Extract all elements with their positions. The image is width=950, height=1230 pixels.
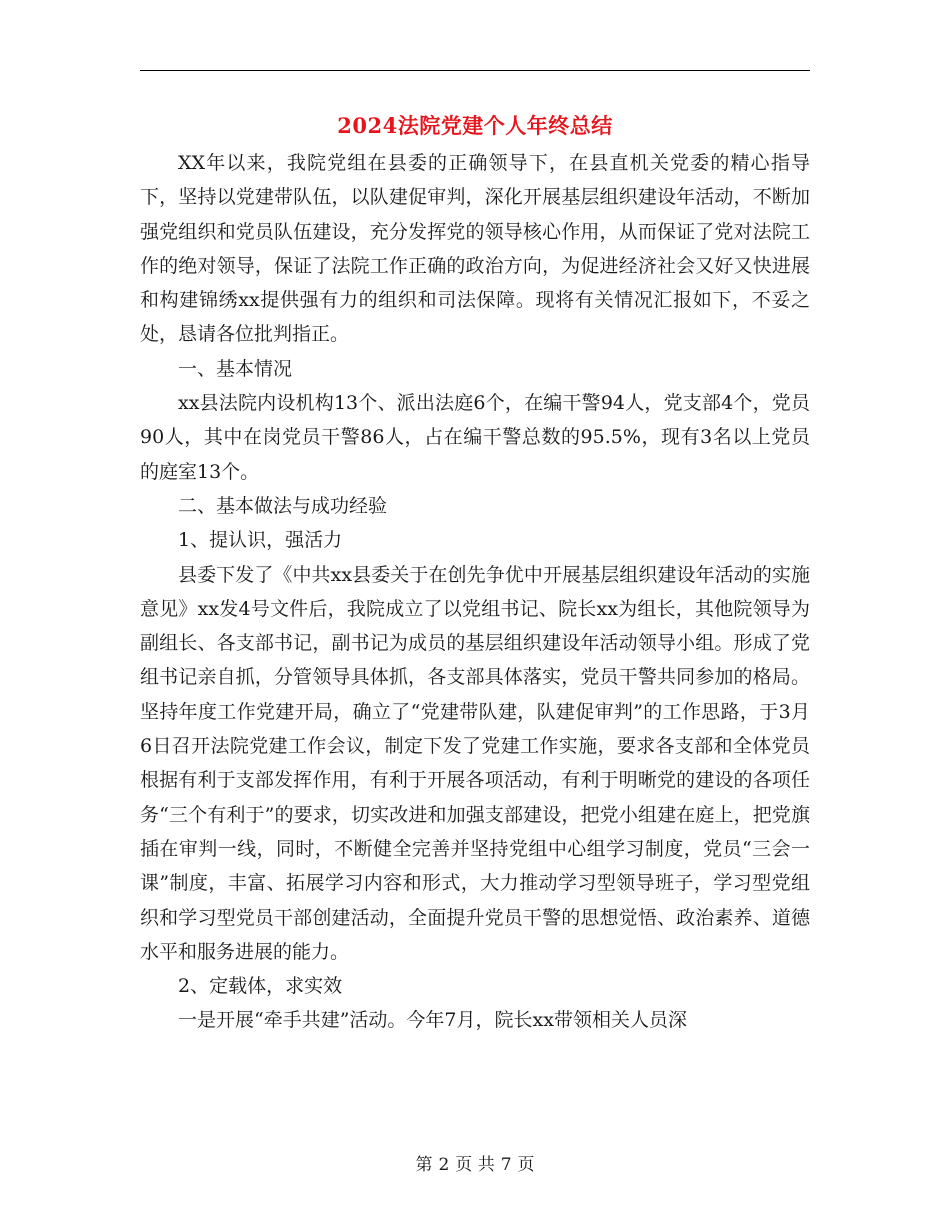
basic-situation-paragraph: xx县法院内设机构13个、派出法庭6个，在编干警94人，党支部4个，党员90人，其中在岗党员干警86人，占在编干警总数的95.5%，现有3名以上党员的庭室13个。: [140, 392, 810, 483]
subheading-awareness: 1、提认识，强活力: [178, 529, 343, 552]
document-title: 2024法院党建个人年终总结: [337, 113, 613, 138]
footer-middle: 页 共: [455, 1155, 495, 1175]
footer-total-pages: 7: [500, 1155, 512, 1175]
footer-suffix: 页: [517, 1155, 535, 1175]
footer-page-number: 2: [438, 1155, 450, 1175]
awareness-paragraph: 县委下发了《中共xx县委关于在创先争优中开展基层组织建设年活动的实施意见》xx发4号文件后，我院成立了以党组书记、院长xx为组长，其他院领导为副组长、各支部书记，副书记为成员的基层组织建设年活动领导小组。形成了党组书记亲自抓，分管领导具体抓，各支部具体落实，党员干警共同参加的格局。坚持年度工作党建开局，确立了“党建带队建，队建促审判”的工作思路，于3月6日召开法院党建工作会议，制定下发了党建工作实施，要求各支部和全体党员根据有利于支部发挥作用，有利于开展各项活动，有利于明晰党的建设的各项任务“三个有利于”的要求，切实改进和加强支部建设，把党小组建在庭上，把党旗插在审判一线，同时，不断健全完善并坚持党组中心组学习制度，党员“三会一课”制度，丰富、拓展学习内容和形式，大力推动学习型领导班子，学习型党组织和学习型党员干部创建活动，全面提升党员干警的思想觉悟、政治素养、道德水平和服务进展的能力。: [140, 563, 810, 963]
footer-prefix: 第: [415, 1155, 433, 1175]
subheading-carrier: 2、定载体，求实效: [178, 975, 343, 998]
page-number-footer: [140, 1153, 810, 1177]
intro-paragraph: XX年以来，我院党组在县委的正确领导下，在县直机关党委的精心指导下，坚持以党建带队伍，以队建促审判，深化开展基层组织建设年活动，不断加强党组织和党员队伍建设，充分发挥党的领导核心作用，从而保证了党对法院工作的绝对领导，保证了法院工作正确的政治方向，为促进经济社会又好又快进展和构建锦绣xx提供强有力的组织和司法保障。现将有关情况汇报如下，不妥之处，恳请各位批判指正。: [140, 152, 810, 346]
document-body: [140, 146, 810, 1038]
section-heading-basic-situation: 一、基本情况: [178, 357, 293, 380]
section-heading-practices: 二、基本做法与成功经验: [178, 494, 388, 517]
header-rule: [140, 70, 810, 71]
carrier-paragraph: 一是开展“牵手共建”活动。今年7月，院长xx带领相关人员深: [178, 1009, 687, 1032]
